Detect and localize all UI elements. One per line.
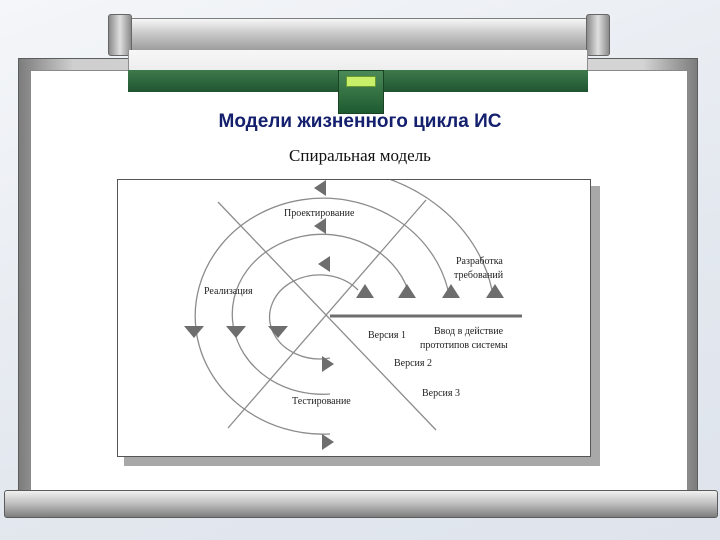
arrow-up-2 bbox=[398, 284, 416, 298]
arrow-top-inner bbox=[318, 256, 330, 272]
top-roller bbox=[108, 18, 610, 52]
clip-light bbox=[346, 76, 376, 87]
arrow-up-4 bbox=[486, 284, 504, 298]
arrow-left-outer bbox=[184, 326, 204, 338]
label-requirements-1: Разработка bbox=[456, 256, 503, 267]
arrow-left-middle bbox=[226, 326, 246, 338]
arrow-up-1 bbox=[356, 284, 374, 298]
label-deployment-2: прототипов системы bbox=[420, 340, 508, 351]
label-requirements-2: требований bbox=[454, 270, 504, 281]
arrow-top-outer bbox=[314, 180, 326, 196]
diagram-labels bbox=[204, 208, 508, 407]
spiral-loop-2 bbox=[232, 234, 408, 394]
figure-box bbox=[117, 179, 591, 457]
arrow-up-3 bbox=[442, 284, 460, 298]
arrow-top-middle bbox=[314, 218, 326, 234]
label-version-3: Версия 3 bbox=[422, 388, 460, 399]
label-testing: Тестирование bbox=[292, 396, 351, 407]
arrow-bottom-outer bbox=[322, 434, 334, 450]
spiral-lines bbox=[195, 180, 522, 434]
label-design: Проектирование bbox=[284, 208, 355, 219]
spiral-diagram bbox=[118, 180, 590, 456]
top-roller-right-cap bbox=[586, 14, 610, 56]
bottom-roller bbox=[4, 490, 718, 518]
slide-title: Модели жизненного цикла ИС bbox=[218, 111, 502, 132]
label-implementation: Реализация bbox=[204, 286, 253, 297]
label-version-2: Версия 2 bbox=[394, 358, 432, 369]
slide-subtitle: Спиральная модель bbox=[289, 146, 431, 165]
arrow-left-inner bbox=[268, 326, 288, 338]
label-version-1: Версия 1 bbox=[368, 330, 406, 341]
label-deployment-1: Ввод в действие bbox=[434, 326, 504, 337]
